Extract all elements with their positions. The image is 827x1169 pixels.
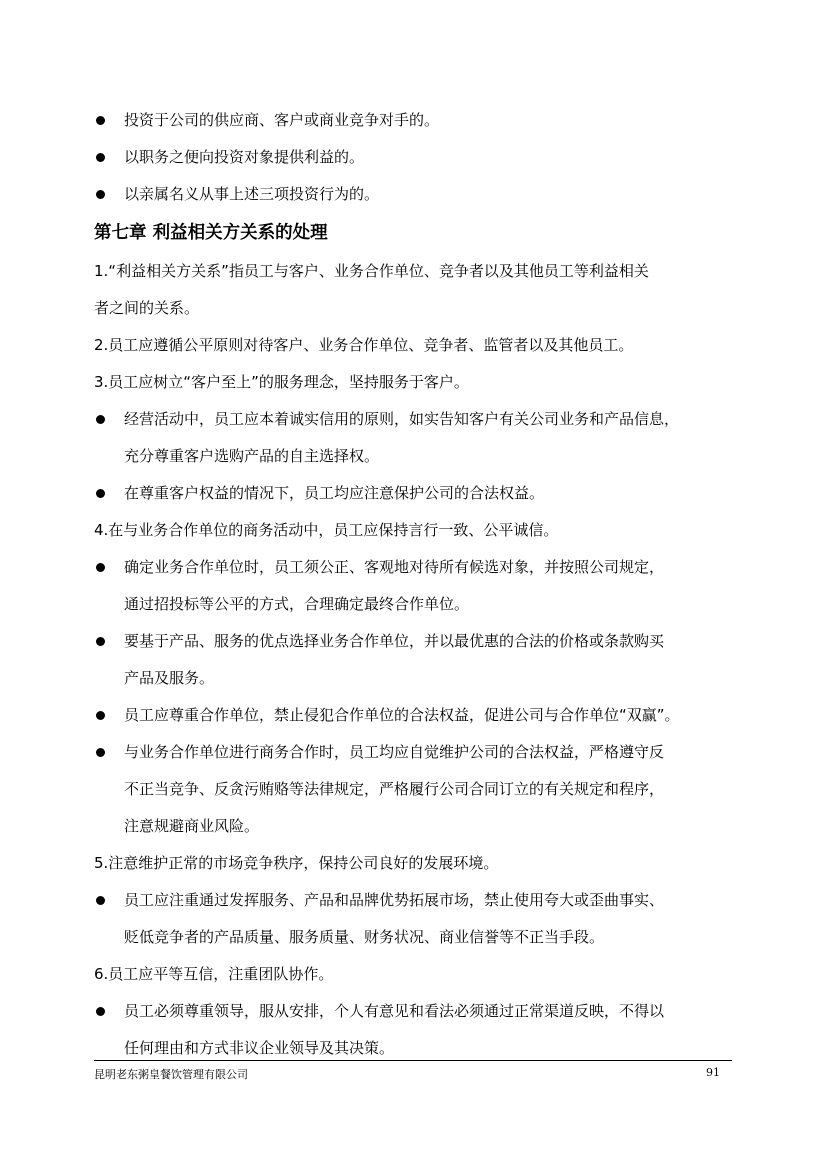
bullet-icon <box>96 489 105 498</box>
paragraph-line: 6.员工应平等互信，注重团队协作。 <box>94 965 334 983</box>
bullet-item: 投资于公司的供应商、客户或商业竞争对手的。 <box>94 102 734 139</box>
bullet-item: 以亲属名义从事上述三项投资行为的。 <box>94 176 734 213</box>
bullet-item: 员工应注重通过发挥服务、产品和品牌优势拓展市场，禁止使用夸大或歪曲事实、 <box>94 882 734 919</box>
paragraph-line: 2.员工应遵循公平原则对待客户、业务合作单位、竞争者、监管者以及其他员工。 <box>94 336 634 354</box>
bullet-continuation: 任何理由和方式非议企业领导及其决策。 <box>124 1039 395 1057</box>
bullet-item: 经营活动中，员工应本着诚实信用的原则，如实告知客户有关公司业务和产品信息， <box>94 401 734 438</box>
bullet-icon <box>96 415 105 424</box>
page-number: 91 <box>706 1066 720 1079</box>
bullet-continuation: 通过招投标等公平的方式，合理确定最终合作单位。 <box>124 595 470 613</box>
bullet-icon <box>96 1007 105 1016</box>
paragraph-line: 3.员工应树立“客户至上”的服务理念，坚持服务于客户。 <box>94 373 469 391</box>
bullet-icon <box>96 153 105 162</box>
bullet-icon <box>96 190 105 199</box>
bullet-item: 员工必须尊重领导，服从安排，个人有意见和看法必须通过正常渠道反映，不得以 <box>94 993 734 1030</box>
chapter-heading: 第七章 利益相关方关系的处理 <box>94 223 328 243</box>
bullet-continuation: 注意规避商业风险。 <box>124 817 260 835</box>
footer-divider <box>94 1060 732 1061</box>
bullet-icon <box>96 116 105 125</box>
bullet-item: 与业务合作单位进行商务合作时，员工均应自觉维护公司的合法权益，严格遵守反 <box>94 734 734 771</box>
bullet-continuation: 不正当竞争、反贪污贿赂等法律规定，严格履行公司合同订立的有关规定和程序， <box>124 780 665 798</box>
bullet-item: 员工应尊重合作单位，禁止侵犯合作单位的合法权益，促进公司与合作单位“双赢”。 <box>94 697 734 734</box>
paragraph-line: 者之间的关系。 <box>94 299 200 317</box>
paragraph-line: 4.在与业务合作单位的商务活动中，员工应保持言行一致、公平诚信。 <box>94 521 559 539</box>
footer-company: 昆明老东粥皇餐饮管理有限公司 <box>94 1068 248 1081</box>
bullet-icon <box>96 637 105 646</box>
bullet-item: 要基于产品、服务的优点选择业务合作单位，并以最优惠的合法的价格或条款购买 <box>94 623 734 660</box>
bullet-item: 以职务之便向投资对象提供利益的。 <box>94 139 734 176</box>
bullet-continuation: 产品及服务。 <box>124 669 215 687</box>
bullet-continuation: 贬低竞争者的产品质量、服务质量、财务状况、商业信誉等不正当手段。 <box>124 928 605 946</box>
bullet-icon <box>96 711 105 720</box>
paragraph-line: 5.注意维护正常的市场竞争秩序，保持公司良好的发展环境。 <box>94 854 499 872</box>
bullet-icon <box>96 896 105 905</box>
bullet-icon <box>96 563 105 572</box>
document-body <box>94 102 734 1067</box>
bullet-icon <box>96 748 105 757</box>
bullet-item: 确定业务合作单位时，员工须公正、客观地对待所有候选对象，并按照公司规定， <box>94 549 734 586</box>
paragraph-line: 1.“利益相关方关系”指员工与客户、业务合作单位、竞争者以及其他员工等利益相关 <box>94 262 649 280</box>
bullet-continuation: 充分尊重客户选购产品的自主选择权。 <box>124 447 380 465</box>
bullet-item: 在尊重客户权益的情况下，员工均应注意保护公司的合法权益。 <box>94 475 734 512</box>
